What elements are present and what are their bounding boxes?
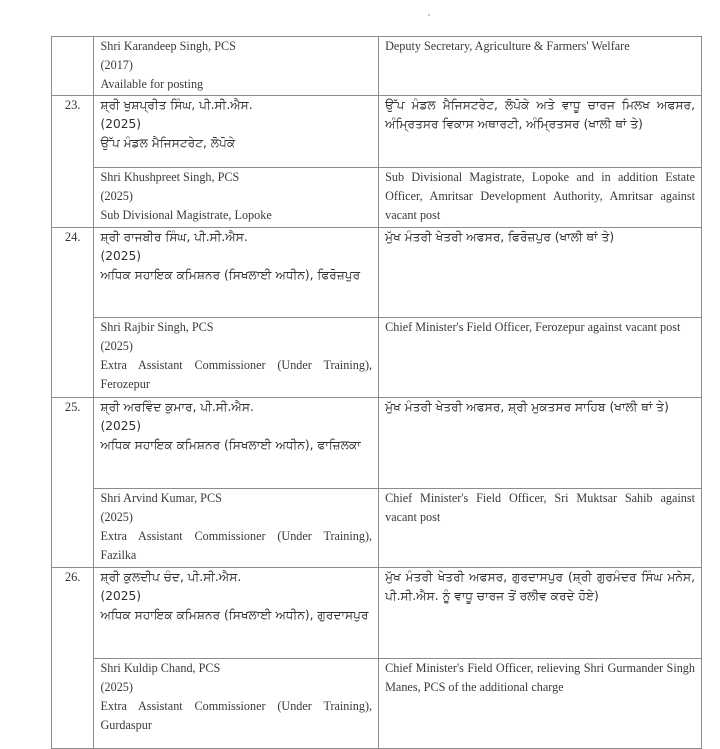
new-posting: Chief Minister's Field Officer, Sri Muktsar Sahib against vacant post [385, 491, 695, 524]
new-posting-cell-punjabi [379, 228, 702, 318]
new-posting: ਮੁੱਖ ਮੰਤਰੀ ਖੇਤਰੀ ਅਫਸਰ, ਗੁਰਦਾਸਪੁਰ (ਸ਼੍ਰੀ ਗੁਰਮੰਦਰ ਸਿੰਘ ਮਨੇਸ, ਪੀ.ਸੀ.ਐਸ. ਨੂੰ ਵਾਧੂ ਚਾਰਜ ਤੋਂ ਰਲੀਵ ਕਰਦੇ ਹੋਏ) [385, 570, 695, 603]
scan-speck [428, 14, 430, 16]
serial-number-cell [52, 568, 94, 749]
new-posting: ਉੱਪ ਮੰਡਲ ਮੈਜਿਸਟਰੇਟ, ਲੋਪੋਕੇ ਅਤੇ ਵਾਧੂ ਚਾਰਜ ਮਿਲਖ ਅਫਸਰ, ਅੰਮ੍ਰਿਤਸਰ ਵਿਕਾਸ ਅਥਾਰਟੀ, ਅੰਮ੍ਰਿਤਸਰ (ਖਾਲੀ ਥਾਂ ਤੇ) [385, 98, 695, 131]
table-row [52, 568, 702, 659]
officer-cell-english [94, 489, 379, 568]
officer-name: ਸ਼੍ਰੀ ਕੁਲਦੀਪ ਚੰਦ, ਪੀ.ਸੀ.ਐਸ. [100, 570, 242, 584]
officer-batch: (2025) [100, 419, 141, 433]
officer-cell-punjabi [94, 398, 379, 489]
table-row [52, 228, 702, 318]
new-posting-cell [379, 37, 702, 96]
serial-number: 25. [64, 400, 81, 414]
officer-name: Shri Rajbir Singh, PCS [100, 320, 214, 334]
officer-cell-english [94, 659, 379, 749]
officer-current-post: ਉੱਪ ਮੰਡਲ ਮੈਜਿਸਟਰੇਟ, ਲੋਪੋਕੇ [100, 136, 236, 150]
new-posting: Chief Minister's Field Officer, Ferozepur against vacant post [385, 320, 681, 334]
officer-current-post: Extra Assistant Commissioner (Under Training), Fazilka [100, 529, 373, 562]
officer-current-post: Available for posting [100, 77, 204, 91]
new-posting-cell-punjabi [379, 96, 702, 168]
officer-name: Shri Khushpreet Singh, PCS [100, 170, 240, 184]
officer-current-post: ਅਧਿਕ ਸਹਾਇਕ ਕਮਿਸ਼ਨਰ (ਸਿਖਲਾਈ ਅਧੀਨ), ਫਿਰੋਜ਼ਪੁਰ [100, 268, 361, 282]
officer-cell-english [94, 168, 379, 228]
officer-name: Shri Karandeep Singh, PCS [100, 39, 236, 53]
table-row [52, 318, 702, 398]
new-posting: Chief Minister's Field Officer, relieving Shri Gurmander Singh Manes, PCS of the additional charge [385, 661, 695, 694]
officer-current-post: Sub Divisional Magistrate, Lopoke [100, 208, 272, 222]
serial-number-cell [52, 228, 94, 398]
new-posting-cell-punjabi [379, 398, 702, 489]
officer-current-post: ਅਧਿਕ ਸਹਾਇਕ ਕਮਿਸ਼ਨਰ (ਸਿਖਲਾਈ ਅਧੀਨ), ਗੁਰਦਾਸਪੁਰ [100, 608, 369, 622]
new-posting-cell-english [379, 168, 702, 228]
posting-table-body [52, 37, 702, 749]
serial-number: 26. [64, 570, 81, 584]
officer-current-post: ਅਧਿਕ ਸਹਾਇਕ ਕਮਿਸ਼ਨਰ (ਸਿਖਲਾਈ ਅਧੀਨ), ਫਾਜ਼ਿਲਕਾ [100, 438, 361, 452]
officer-batch: (2025) [100, 189, 133, 203]
officer-name: ਸ਼੍ਰੀ ਰਾਜਬੀਰ ਸਿੰਘ, ਪੀ.ਸੀ.ਐਸ. [100, 230, 248, 244]
new-posting: ਮੁੱਖ ਮੰਤਰੀ ਖੇਤਰੀ ਅਫਸਰ, ਫਿਰੋਜ਼ਪੁਰ (ਖਾਲੀ ਥਾਂ ਤੇ) [385, 230, 615, 244]
new-posting: ਮੁੱਖ ਮੰਤਰੀ ਖੇਤਰੀ ਅਫਸਰ, ਸ਼੍ਰੀ ਮੁਕਤਸਰ ਸਾਹਿਬ (ਖਾਲੀ ਥਾਂ ਤੇ) [385, 400, 669, 414]
table-row [52, 489, 702, 568]
posting-table [51, 36, 702, 749]
table-row [52, 96, 702, 168]
officer-current-post: Extra Assistant Commissioner (Under Training), Gurdaspur [100, 699, 373, 732]
serial-number: 23. [64, 98, 81, 112]
officer-batch: (2025) [100, 680, 133, 694]
table-row [52, 37, 702, 96]
new-posting-cell-punjabi [379, 568, 702, 659]
officer-batch: (2025) [100, 339, 133, 353]
new-posting-cell-english [379, 659, 702, 749]
table-row [52, 398, 702, 489]
officer-name: ਸ਼੍ਰੀ ਅਰਵਿੰਦ ਕੁਮਾਰ, ਪੀ.ਸੀ.ਐਸ. [100, 400, 254, 414]
officer-batch: (2025) [100, 249, 141, 263]
table-row [52, 659, 702, 749]
officer-batch: (2025) [100, 589, 141, 603]
serial-number-cell [52, 398, 94, 568]
officer-cell-punjabi [94, 228, 379, 318]
serial-number-cell [52, 96, 94, 228]
table-row [52, 168, 702, 228]
officer-cell-punjabi [94, 96, 379, 168]
new-posting-cell-english [379, 318, 702, 398]
new-posting: Deputy Secretary, Agriculture & Farmers' Welfare [385, 39, 630, 53]
new-posting-cell-english [379, 489, 702, 568]
officer-cell-english [94, 318, 379, 398]
officer-name: Shri Kuldip Chand, PCS [100, 661, 221, 675]
officer-current-post: Extra Assistant Commissioner (Under Training), Ferozepur [100, 358, 373, 391]
officer-batch: (2017) [100, 58, 133, 72]
officer-name: Shri Arvind Kumar, PCS [100, 491, 222, 505]
officer-batch: (2025) [100, 117, 141, 131]
officer-name: ਸ਼੍ਰੀ ਖੁਸ਼ਪ੍ਰੀਤ ਸਿੰਘ, ਪੀ.ਸੀ.ਐਸ. [100, 98, 253, 112]
officer-cell-punjabi [94, 568, 379, 659]
officer-batch: (2025) [100, 510, 133, 524]
serial-number: 24. [64, 230, 81, 244]
new-posting: Sub Divisional Magistrate, Lopoke and in addition Estate Officer, Amritsar Development Authority, Amritsar against vacant post [385, 170, 695, 222]
officer-cell [94, 37, 379, 96]
serial-number-cell [52, 37, 94, 96]
